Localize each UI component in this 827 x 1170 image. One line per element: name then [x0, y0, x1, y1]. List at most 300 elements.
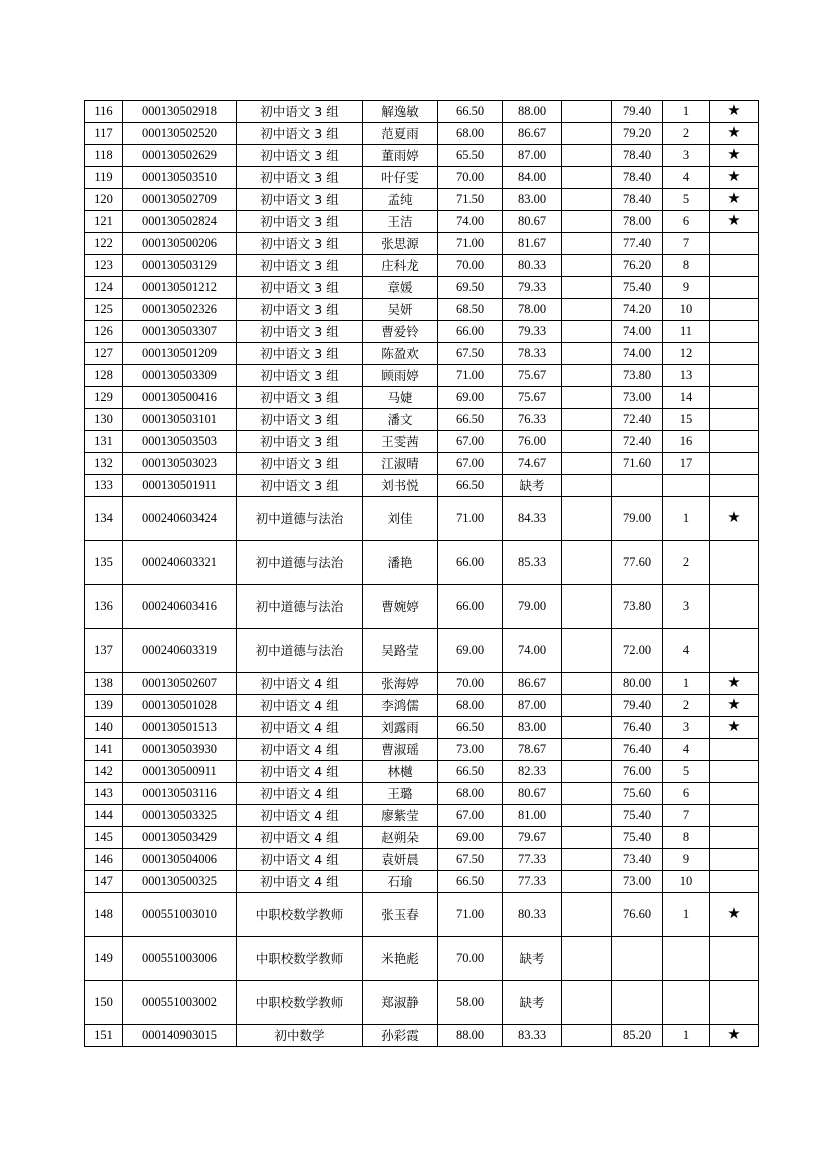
subject-group: 初中语文 3 组: [237, 365, 363, 387]
star-icon: ★: [710, 145, 759, 167]
written-score: 73.00: [438, 739, 503, 761]
table-row: [85, 541, 759, 585]
rank: 2: [663, 123, 710, 145]
candidate-id: 000551003006: [123, 937, 237, 981]
extra-score: [562, 805, 612, 827]
row-number: 123: [85, 255, 123, 277]
table-row: [85, 871, 759, 893]
total-score: 72.00: [612, 629, 663, 673]
candidate-name: 王璐: [363, 783, 438, 805]
total-score: 77.40: [612, 233, 663, 255]
candidate-id: 000130502629: [123, 145, 237, 167]
interview-score: 83.00: [503, 189, 562, 211]
subject-group: 中职校数学教师: [237, 937, 363, 981]
candidate-name: 曹淑瑶: [363, 739, 438, 761]
subject-group: 初中数学: [237, 1025, 363, 1047]
candidate-name: 解逸敏: [363, 101, 438, 123]
extra-score: [562, 629, 612, 673]
interview-score: 76.00: [503, 431, 562, 453]
table-row: [85, 695, 759, 717]
rank: 1: [663, 497, 710, 541]
star-icon: [710, 805, 759, 827]
rank: 9: [663, 277, 710, 299]
table-row: [85, 937, 759, 981]
candidate-id: 000130503116: [123, 783, 237, 805]
extra-score: [562, 937, 612, 981]
extra-score: [562, 431, 612, 453]
star-icon: ★: [710, 695, 759, 717]
total-score: 73.80: [612, 585, 663, 629]
subject-group: 初中语文 3 组: [237, 233, 363, 255]
written-score: 71.00: [438, 893, 503, 937]
extra-score: [562, 475, 612, 497]
table-row: [85, 409, 759, 431]
interview-score: 80.67: [503, 211, 562, 233]
interview-score: 84.33: [503, 497, 562, 541]
written-score: 70.00: [438, 673, 503, 695]
table-row: [85, 189, 759, 211]
written-score: 65.50: [438, 145, 503, 167]
candidate-id: 000130502326: [123, 299, 237, 321]
candidate-name: 范夏雨: [363, 123, 438, 145]
candidate-name: 张海婷: [363, 673, 438, 695]
table-row: [85, 123, 759, 145]
candidate-name: 张思源: [363, 233, 438, 255]
row-number: 116: [85, 101, 123, 123]
total-score: 79.20: [612, 123, 663, 145]
candidate-name: 曹婉婷: [363, 585, 438, 629]
star-icon: ★: [710, 717, 759, 739]
interview-score: 83.00: [503, 717, 562, 739]
star-icon: [710, 343, 759, 365]
rank: 8: [663, 827, 710, 849]
subject-group: 初中语文 3 组: [237, 409, 363, 431]
candidate-name: 赵朔朵: [363, 827, 438, 849]
total-score: 80.00: [612, 673, 663, 695]
written-score: 67.00: [438, 431, 503, 453]
total-score: 72.40: [612, 431, 663, 453]
star-icon: [710, 761, 759, 783]
subject-group: 初中道德与法治: [237, 497, 363, 541]
subject-group: 初中语文 3 组: [237, 167, 363, 189]
rank: 9: [663, 849, 710, 871]
written-score: 67.50: [438, 343, 503, 365]
star-icon: [710, 365, 759, 387]
written-score: 71.00: [438, 365, 503, 387]
subject-group: 中职校数学教师: [237, 893, 363, 937]
total-score: 76.40: [612, 717, 663, 739]
table-row: [85, 145, 759, 167]
star-icon: [710, 585, 759, 629]
row-number: 134: [85, 497, 123, 541]
star-icon: ★: [710, 673, 759, 695]
table-row: [85, 233, 759, 255]
written-score: 67.00: [438, 453, 503, 475]
written-score: 66.50: [438, 409, 503, 431]
candidate-name: 吴路莹: [363, 629, 438, 673]
total-score: 73.40: [612, 849, 663, 871]
star-icon: [710, 321, 759, 343]
star-icon: [710, 453, 759, 475]
star-icon: ★: [710, 211, 759, 233]
rank: 3: [663, 145, 710, 167]
candidate-id: 000130501209: [123, 343, 237, 365]
subject-group: 初中语文 3 组: [237, 387, 363, 409]
row-number: 128: [85, 365, 123, 387]
rank: 5: [663, 189, 710, 211]
written-score: 66.00: [438, 541, 503, 585]
row-number: 130: [85, 409, 123, 431]
subject-group: 初中语文 3 组: [237, 431, 363, 453]
interview-score: 81.00: [503, 805, 562, 827]
star-icon: ★: [710, 893, 759, 937]
candidate-name: 石瑜: [363, 871, 438, 893]
total-score: 77.60: [612, 541, 663, 585]
written-score: 70.00: [438, 167, 503, 189]
candidate-id: 000130502824: [123, 211, 237, 233]
written-score: 71.50: [438, 189, 503, 211]
interview-score: 76.33: [503, 409, 562, 431]
candidate-id: 000240603416: [123, 585, 237, 629]
subject-group: 初中语文 4 组: [237, 761, 363, 783]
subject-group: 初中语文 3 组: [237, 101, 363, 123]
rank: 6: [663, 211, 710, 233]
star-icon: [710, 255, 759, 277]
candidate-id: 000130502918: [123, 101, 237, 123]
extra-score: [562, 673, 612, 695]
extra-score: [562, 893, 612, 937]
written-score: 66.50: [438, 871, 503, 893]
row-number: 122: [85, 233, 123, 255]
row-number: 121: [85, 211, 123, 233]
table-row: [85, 255, 759, 277]
extra-score: [562, 255, 612, 277]
star-icon: ★: [710, 497, 759, 541]
total-score: 71.60: [612, 453, 663, 475]
table-row: [85, 365, 759, 387]
candidate-name: 董雨婷: [363, 145, 438, 167]
table-row: [85, 387, 759, 409]
total-score: 74.20: [612, 299, 663, 321]
rank: 3: [663, 585, 710, 629]
interview-score: 77.33: [503, 849, 562, 871]
extra-score: [562, 739, 612, 761]
subject-group: 初中语文 3 组: [237, 123, 363, 145]
rank: 1: [663, 673, 710, 695]
rank: 4: [663, 739, 710, 761]
row-number: 125: [85, 299, 123, 321]
row-number: 132: [85, 453, 123, 475]
table-row: [85, 673, 759, 695]
written-score: 69.00: [438, 827, 503, 849]
row-number: 147: [85, 871, 123, 893]
row-number: 127: [85, 343, 123, 365]
star-icon: [710, 739, 759, 761]
total-score: 75.60: [612, 783, 663, 805]
extra-score: [562, 123, 612, 145]
row-number: 146: [85, 849, 123, 871]
candidate-name: 李鸿儒: [363, 695, 438, 717]
total-score: 74.00: [612, 343, 663, 365]
interview-score: 87.00: [503, 145, 562, 167]
candidate-id: 000130501911: [123, 475, 237, 497]
subject-group: 初中语文 3 组: [237, 277, 363, 299]
star-icon: [710, 783, 759, 805]
candidate-id: 000240603424: [123, 497, 237, 541]
row-number: 124: [85, 277, 123, 299]
star-icon: ★: [710, 189, 759, 211]
table-row: [85, 101, 759, 123]
total-score: 76.20: [612, 255, 663, 277]
subject-group: 初中语文 4 组: [237, 783, 363, 805]
total-score: 78.40: [612, 167, 663, 189]
candidate-id: 000130501212: [123, 277, 237, 299]
total-score: [612, 937, 663, 981]
extra-score: [562, 189, 612, 211]
table-row: [85, 321, 759, 343]
subject-group: 初中语文 4 组: [237, 739, 363, 761]
candidate-id: 000130502709: [123, 189, 237, 211]
subject-group: 初中语文 3 组: [237, 189, 363, 211]
total-score: 73.80: [612, 365, 663, 387]
subject-group: 初中语文 3 组: [237, 145, 363, 167]
interview-score: 81.67: [503, 233, 562, 255]
written-score: 66.00: [438, 585, 503, 629]
star-icon: ★: [710, 101, 759, 123]
row-number: 120: [85, 189, 123, 211]
interview-score: 87.00: [503, 695, 562, 717]
subject-group: 初中语文 3 组: [237, 255, 363, 277]
extra-score: [562, 409, 612, 431]
candidate-name: 章媛: [363, 277, 438, 299]
row-number: 118: [85, 145, 123, 167]
subject-group: 初中道德与法治: [237, 585, 363, 629]
total-score: 73.00: [612, 387, 663, 409]
table-row: [85, 167, 759, 189]
table-row: [85, 211, 759, 233]
table-row: [85, 497, 759, 541]
subject-group: 初中语文 4 组: [237, 717, 363, 739]
table-row: [85, 761, 759, 783]
interview-score: 86.67: [503, 673, 562, 695]
interview-score: 78.00: [503, 299, 562, 321]
row-number: 136: [85, 585, 123, 629]
star-icon: ★: [710, 123, 759, 145]
candidate-id: 000130500206: [123, 233, 237, 255]
row-number: 139: [85, 695, 123, 717]
written-score: 88.00: [438, 1025, 503, 1047]
subject-group: 初中语文 4 组: [237, 695, 363, 717]
rank: 17: [663, 453, 710, 475]
total-score: 79.00: [612, 497, 663, 541]
extra-score: [562, 453, 612, 475]
table-row: [85, 629, 759, 673]
candidate-id: 000130502607: [123, 673, 237, 695]
candidate-id: 000130504006: [123, 849, 237, 871]
total-score: 72.40: [612, 409, 663, 431]
total-score: 85.20: [612, 1025, 663, 1047]
subject-group: 初中语文 3 组: [237, 211, 363, 233]
row-number: 144: [85, 805, 123, 827]
table-row: [85, 849, 759, 871]
table-row: [85, 893, 759, 937]
candidate-id: 000130503307: [123, 321, 237, 343]
table-row: [85, 343, 759, 365]
interview-score: 75.67: [503, 365, 562, 387]
extra-score: [562, 783, 612, 805]
extra-score: [562, 167, 612, 189]
candidate-id: 000130503510: [123, 167, 237, 189]
subject-group: 初中语文 3 组: [237, 299, 363, 321]
table-row: [85, 475, 759, 497]
candidate-id: 000240603321: [123, 541, 237, 585]
written-score: 67.00: [438, 805, 503, 827]
rank: 7: [663, 805, 710, 827]
candidate-id: 000130500911: [123, 761, 237, 783]
table-row: [85, 717, 759, 739]
extra-score: [562, 541, 612, 585]
extra-score: [562, 497, 612, 541]
total-score: 73.00: [612, 871, 663, 893]
interview-score: 79.33: [503, 277, 562, 299]
rank: 4: [663, 167, 710, 189]
row-number: 119: [85, 167, 123, 189]
row-number: 117: [85, 123, 123, 145]
extra-score: [562, 211, 612, 233]
extra-score: [562, 585, 612, 629]
interview-score: 78.33: [503, 343, 562, 365]
extra-score: [562, 233, 612, 255]
written-score: 68.00: [438, 123, 503, 145]
candidate-name: 廖紫莹: [363, 805, 438, 827]
interview-score: 77.33: [503, 871, 562, 893]
star-icon: ★: [710, 1025, 759, 1047]
interview-score: 79.67: [503, 827, 562, 849]
star-icon: [710, 277, 759, 299]
extra-score: [562, 1025, 612, 1047]
table-row: [85, 299, 759, 321]
score-table: [84, 100, 759, 1047]
subject-group: 初中语文 4 组: [237, 871, 363, 893]
written-score: 70.00: [438, 937, 503, 981]
table-row: [85, 277, 759, 299]
candidate-id: 000130500416: [123, 387, 237, 409]
interview-score: 缺考: [503, 937, 562, 981]
star-icon: [710, 849, 759, 871]
written-score: 69.00: [438, 629, 503, 673]
candidate-id: 000130503930: [123, 739, 237, 761]
star-icon: [710, 475, 759, 497]
candidate-name: 刘露雨: [363, 717, 438, 739]
written-score: 69.00: [438, 387, 503, 409]
written-score: 74.00: [438, 211, 503, 233]
table-row: [85, 431, 759, 453]
candidate-id: 000130503503: [123, 431, 237, 453]
candidate-name: 张玉春: [363, 893, 438, 937]
row-number: 141: [85, 739, 123, 761]
extra-score: [562, 365, 612, 387]
rank: 4: [663, 629, 710, 673]
row-number: 142: [85, 761, 123, 783]
row-number: 143: [85, 783, 123, 805]
row-number: 148: [85, 893, 123, 937]
subject-group: 中职校数学教师: [237, 981, 363, 1025]
interview-score: 82.33: [503, 761, 562, 783]
total-score: 76.40: [612, 739, 663, 761]
written-score: 58.00: [438, 981, 503, 1025]
row-number: 150: [85, 981, 123, 1025]
extra-score: [562, 827, 612, 849]
table-row: [85, 805, 759, 827]
candidate-id: 000130503101: [123, 409, 237, 431]
row-number: 137: [85, 629, 123, 673]
candidate-name: 庄科龙: [363, 255, 438, 277]
table-row: [85, 453, 759, 475]
rank: 8: [663, 255, 710, 277]
candidate-id: 000551003010: [123, 893, 237, 937]
table-row: [85, 783, 759, 805]
candidate-id: 000130500325: [123, 871, 237, 893]
candidate-name: 刘佳: [363, 497, 438, 541]
star-icon: [710, 409, 759, 431]
candidate-name: 王洁: [363, 211, 438, 233]
row-number: 133: [85, 475, 123, 497]
total-score: 78.00: [612, 211, 663, 233]
interview-score: 80.33: [503, 893, 562, 937]
candidate-id: 000140903015: [123, 1025, 237, 1047]
total-score: 75.40: [612, 827, 663, 849]
candidate-id: 000130503129: [123, 255, 237, 277]
star-icon: [710, 981, 759, 1025]
candidate-name: 袁妍晨: [363, 849, 438, 871]
written-score: 67.50: [438, 849, 503, 871]
candidate-name: 江淑晴: [363, 453, 438, 475]
rank: 1: [663, 1025, 710, 1047]
extra-score: [562, 299, 612, 321]
interview-score: 缺考: [503, 475, 562, 497]
rank: [663, 475, 710, 497]
candidate-id: 000130502520: [123, 123, 237, 145]
extra-score: [562, 387, 612, 409]
extra-score: [562, 981, 612, 1025]
total-score: 76.60: [612, 893, 663, 937]
extra-score: [562, 871, 612, 893]
rank: 10: [663, 871, 710, 893]
candidate-name: 林樾: [363, 761, 438, 783]
interview-score: 80.33: [503, 255, 562, 277]
interview-score: 85.33: [503, 541, 562, 585]
interview-score: 80.67: [503, 783, 562, 805]
rank: 15: [663, 409, 710, 431]
interview-score: 74.67: [503, 453, 562, 475]
table-row: [85, 739, 759, 761]
candidate-name: 顾雨婷: [363, 365, 438, 387]
star-icon: [710, 233, 759, 255]
interview-score: 78.67: [503, 739, 562, 761]
extra-score: [562, 717, 612, 739]
written-score: 68.50: [438, 299, 503, 321]
total-score: 76.00: [612, 761, 663, 783]
subject-group: 初中语文 3 组: [237, 343, 363, 365]
written-score: 66.00: [438, 321, 503, 343]
interview-score: 79.00: [503, 585, 562, 629]
rank: 16: [663, 431, 710, 453]
star-icon: [710, 541, 759, 585]
subject-group: 初中语文 3 组: [237, 475, 363, 497]
rank: 1: [663, 101, 710, 123]
interview-score: 79.33: [503, 321, 562, 343]
rank: 14: [663, 387, 710, 409]
